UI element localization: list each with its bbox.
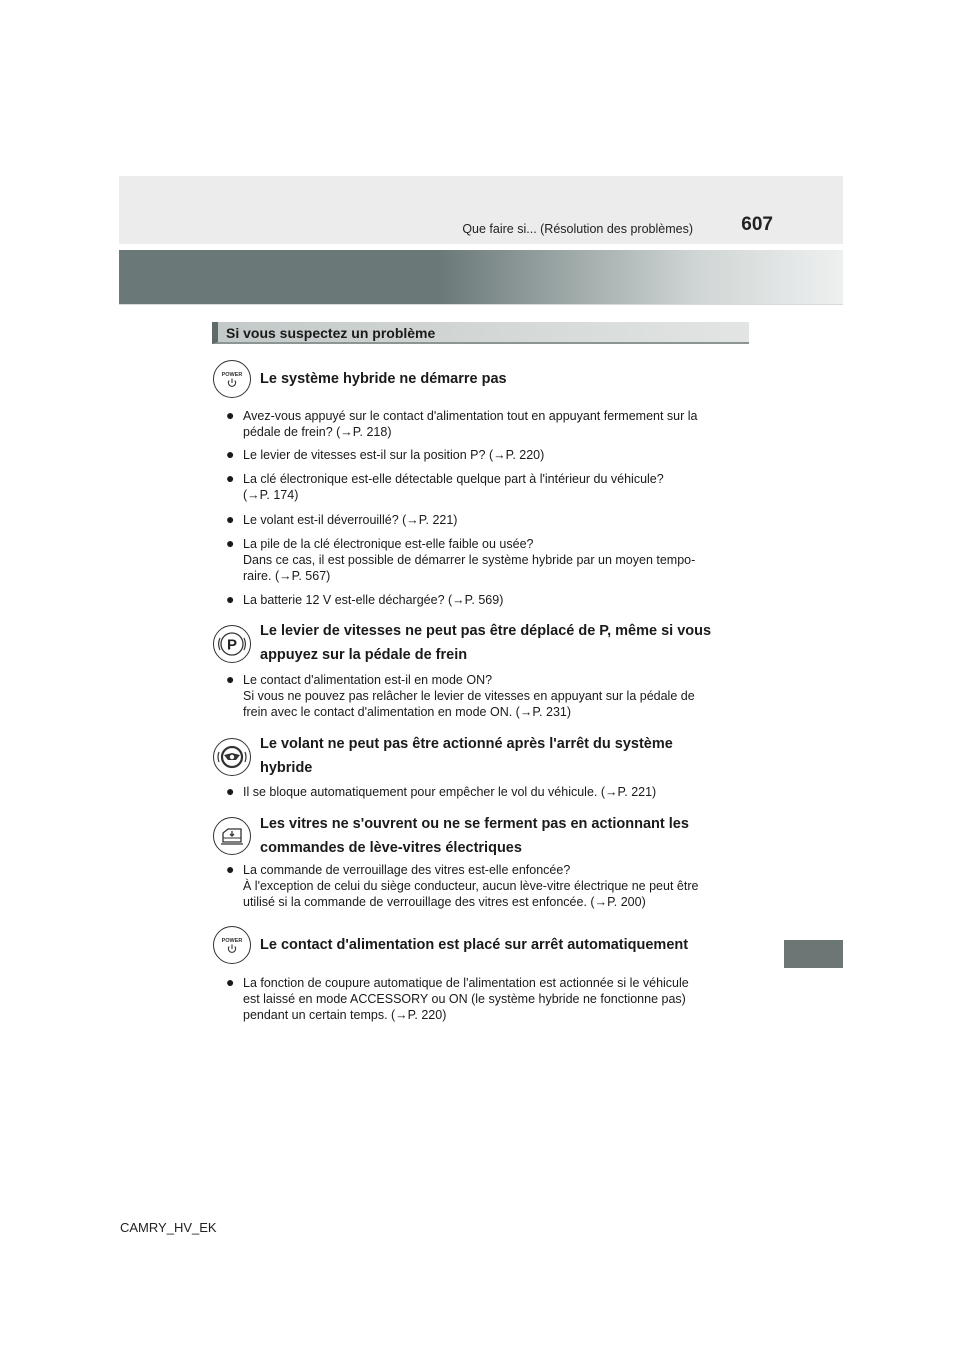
list-item: La pile de la clé électronique est-elle faible ou usée? Dans ce cas, il est possible de démarrer le système hybride par un moyen tempo- raire. (→P. 567) [243,537,696,583]
bullet-marker: ● [226,446,235,462]
bullet-marker: ● [226,783,235,799]
list-item: Avez-vous appuyé sur le contact d'alimentation tout en appuyant fermement sur la pédale de frein? (→P. 218) [243,409,698,439]
header-divider [119,304,843,305]
subsection-title: Le contact d'alimentation est placé sur arrêt automatiquement [260,937,689,953]
section-title: Si vous suspectez un problème [212,322,749,344]
power-icon-label: POWER [221,938,243,944]
list-item: Le levier de vitesses est-il sur la position P? (→P. 220) [243,448,545,462]
page-number: 607 [741,214,773,235]
bullet-marker: ● [226,974,235,990]
power-icon-label: POWER [221,372,243,378]
subsection-title: Les vitres ne s'ouvrent ou ne se ferment pas en actionnant les commandes de lève-vitres électriques [260,816,689,856]
list-item: Le contact d'alimentation est-il en mode ON? Si vous ne pouvez pas relâcher le levier de vitesses en appuyant sur la pédale de frein avec le contact d'alimentation en mode ON. (→P. 231) [243,673,695,719]
power-button-icon [213,360,251,398]
list-item: La batterie 12 V est-elle déchargée? (→P. 569) [243,593,504,607]
power-button-icon [213,926,251,964]
subsection-title: Le levier de vitesses ne peut pas être déplacé de P, même si vous appuyez sur la pédale de frein [260,623,712,663]
subsection-title: Le système hybride ne démarre pas [260,371,507,387]
list-item: La commande de verrouillage des vitres est-elle enfoncée? À l'exception de celui du siège conducteur, aucun lève-vitre électrique ne peut être utilisé si la commande de verrouillage des vitres est enfoncée. (→P. 200) [243,863,699,909]
bullet-marker: ● [226,470,235,486]
bullet-marker: ● [226,511,235,527]
park-gear-icon [213,625,251,663]
page-header [119,176,843,244]
list-item: Il se bloque automatiquement pour empêcher le vol du véhicule. (→P. 221) [243,785,657,799]
model-code: CAMRY_HV_EK [120,1220,217,1235]
subsection-title: Le volant ne peut pas être actionné après l'arrêt du système hybride [260,736,673,776]
bullet-marker: ● [226,671,235,687]
list-item: La fonction de coupure automatique de l'alimentation est actionnée si le véhicule est laissé en mode ACCESSORY ou ON (le système hybride ne fonctionne pas) pendant un certain temps. (→P. 220) [243,976,689,1022]
list-item: Le volant est-il déverrouillé? (→P. 221) [243,513,458,527]
bullet-marker: ● [226,861,235,877]
park-icon-letter: P [226,636,238,654]
bullet-marker: ● [226,591,235,607]
bullet-marker: ● [226,535,235,551]
bullet-marker: ● [226,407,235,423]
list-item: La clé électronique est-elle détectable quelque part à l'intérieur du véhicule? (→P. 174) [243,472,664,502]
steering-lock-icon [213,738,251,776]
chapter-title: Que faire si... (Résolution des problèmes) [462,222,693,236]
chapter-side-tab [784,940,843,968]
header-gradient-band [119,250,843,304]
power-window-icon [213,817,251,855]
